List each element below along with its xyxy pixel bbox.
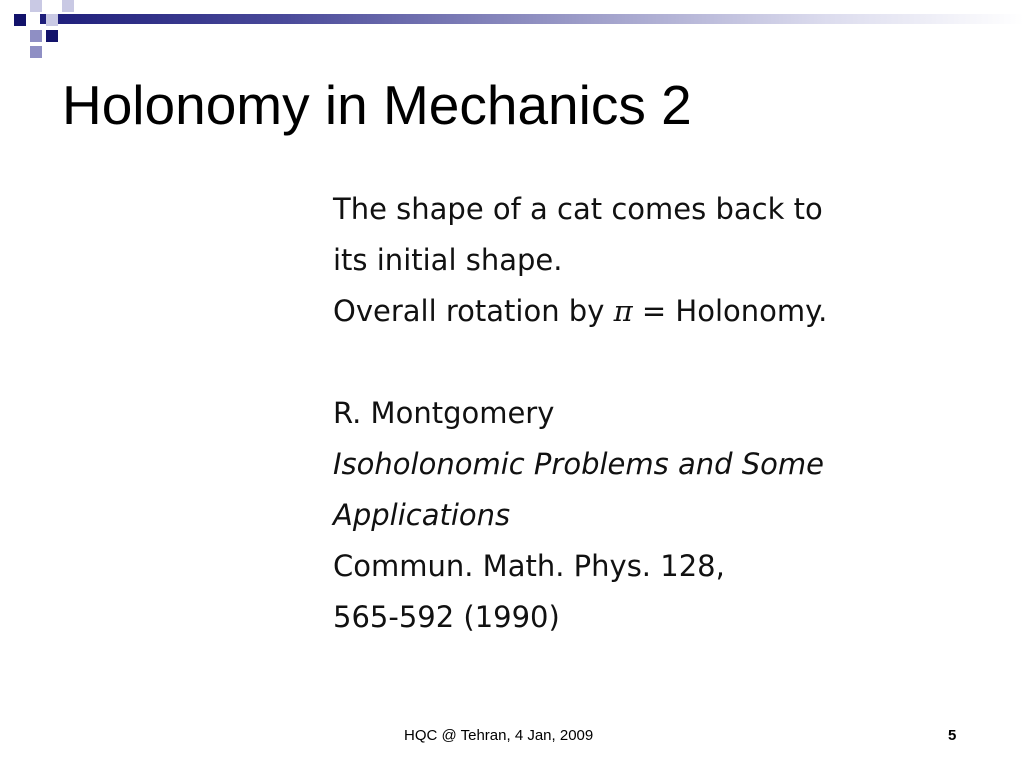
decor-square [62, 0, 74, 12]
footer-text: HQC @ Tehran, 4 Jan, 2009 [404, 727, 594, 744]
decor-square [30, 46, 42, 58]
reference-journal: Commun. Math. Phys. 128, [333, 549, 725, 583]
decor-square [30, 30, 42, 42]
body-line: The shape of a cat comes back to [333, 192, 823, 226]
body-text: Overall rotation by [333, 294, 614, 328]
decor-square [46, 14, 58, 26]
reference-title: Applications [333, 498, 511, 532]
reference-author: R. Montgomery [333, 396, 555, 430]
gradient-bar [40, 14, 1024, 24]
spacer [333, 337, 993, 388]
body-line: its initial shape. [333, 243, 563, 277]
decor-square [14, 14, 26, 26]
reference-pages: 565-592 (1990) [333, 600, 560, 634]
body-text: = Holonomy. [632, 294, 828, 328]
page-number: 5 [948, 727, 957, 744]
reference-title: Isoholonomic Problems and Some [333, 447, 824, 481]
pi-symbol: π [613, 294, 633, 328]
slide-title: Holonomy in Mechanics 2 [62, 74, 692, 136]
decor-square [30, 0, 42, 12]
slide-body [333, 184, 993, 643]
decor-square [46, 30, 58, 42]
body-line-holonomy [333, 286, 993, 337]
header-decoration [0, 0, 1024, 36]
